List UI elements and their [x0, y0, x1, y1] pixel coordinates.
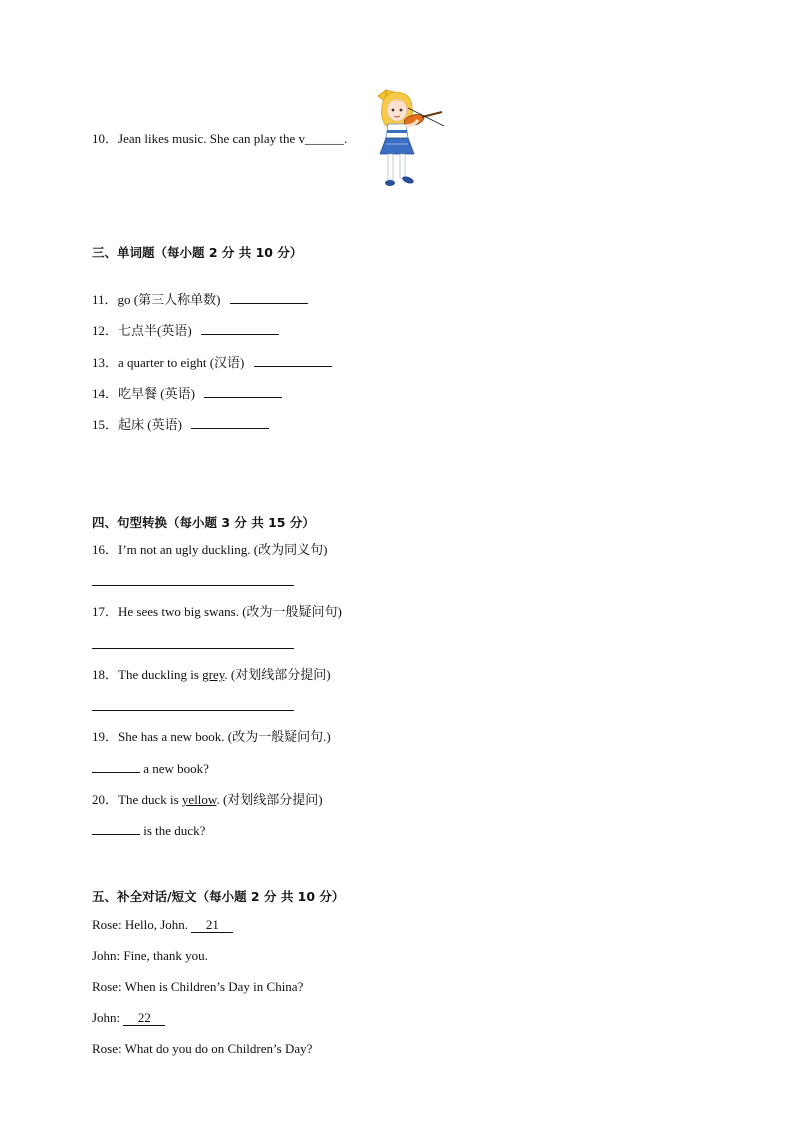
question-16 [92, 541, 327, 559]
dialogue-line-2: John: Fine, thank you. [92, 948, 208, 963]
dialogue-text: John: [92, 1010, 124, 1025]
question-text-pre: The duckling is [118, 667, 203, 682]
question-text: 七点半(英语) [118, 323, 192, 338]
answer-20 [92, 822, 205, 840]
section-3-heading: 三、单词题（每小题 2 分 共 10 分） [92, 245, 303, 260]
question-text: a quarter to eight (汉语) [118, 355, 245, 370]
answer-blank[interactable] [230, 291, 308, 304]
blank-21[interactable]: 21 [191, 917, 233, 933]
answer-tail: a new book? [140, 761, 209, 776]
question-11 [92, 291, 308, 309]
answer-line-18[interactable] [92, 710, 294, 711]
dialogue-line-4 [92, 1009, 165, 1027]
answer-blank[interactable] [92, 760, 140, 773]
question-13 [92, 354, 332, 372]
dialogue-line-5: Rose: What do you do on Children’s Day? [92, 1041, 313, 1056]
question-12 [92, 322, 279, 340]
question-text-post: . (对划线部分提问) [216, 792, 323, 807]
question-text: I’m not an ugly duckling. (改为同义句) [118, 542, 328, 557]
question-number: 12． [92, 323, 119, 338]
answer-blank[interactable] [92, 822, 140, 835]
answer-line-17[interactable] [92, 648, 294, 649]
question-number: 20． [92, 792, 119, 807]
question-14 [92, 385, 282, 403]
question-20 [92, 791, 323, 809]
question-number: 16． [92, 542, 119, 557]
answer-tail: is the duck? [140, 823, 206, 838]
answer-blank[interactable] [191, 416, 269, 429]
question-19 [92, 728, 331, 746]
answer-line-16[interactable] [92, 585, 294, 586]
question-10 [92, 130, 347, 148]
dialogue-text: Rose: Hello, John. [92, 917, 192, 932]
answer-blank[interactable] [254, 354, 332, 367]
question-15 [92, 416, 269, 434]
question-text: Jean likes music. She can play the v______. [118, 131, 348, 146]
question-text: She has a new book. (改为一般疑问句.) [118, 729, 331, 744]
violin-girl-illustration [372, 86, 448, 190]
question-number: 11． [92, 292, 118, 307]
question-number: 13． [92, 355, 119, 370]
question-number: 18． [92, 667, 119, 682]
question-number: 10． [92, 131, 119, 146]
question-number: 19． [92, 729, 119, 744]
section-4-heading: 四、句型转换（每小题 3 分 共 15 分） [92, 515, 315, 530]
answer-blank[interactable] [201, 322, 279, 335]
question-text: 起床 (英语) [118, 417, 182, 432]
question-number: 15． [92, 417, 119, 432]
question-17 [92, 603, 342, 621]
dialogue-line-1 [92, 916, 233, 934]
question-text-pre: The duck is [118, 792, 182, 807]
dialogue-line-3: Rose: When is Children’s Day in China? [92, 979, 304, 994]
question-18 [92, 666, 331, 684]
underlined-word: yellow [181, 792, 217, 807]
question-number: 17． [92, 604, 119, 619]
underlined-word: grey [202, 667, 225, 682]
section-5-heading: 五、补全对话/短文（每小题 2 分 共 10 分） [92, 889, 345, 904]
blank-22[interactable]: 22 [123, 1010, 165, 1026]
question-number: 14． [92, 386, 119, 401]
question-text: go (第三人称单数) [117, 292, 221, 307]
answer-19 [92, 760, 209, 778]
question-text: 吃早餐 (英语) [118, 386, 195, 401]
question-text: He sees two big swans. (改为一般疑问句) [118, 604, 342, 619]
answer-blank[interactable] [204, 385, 282, 398]
question-text-post: . (对划线部分提问) [224, 667, 331, 682]
